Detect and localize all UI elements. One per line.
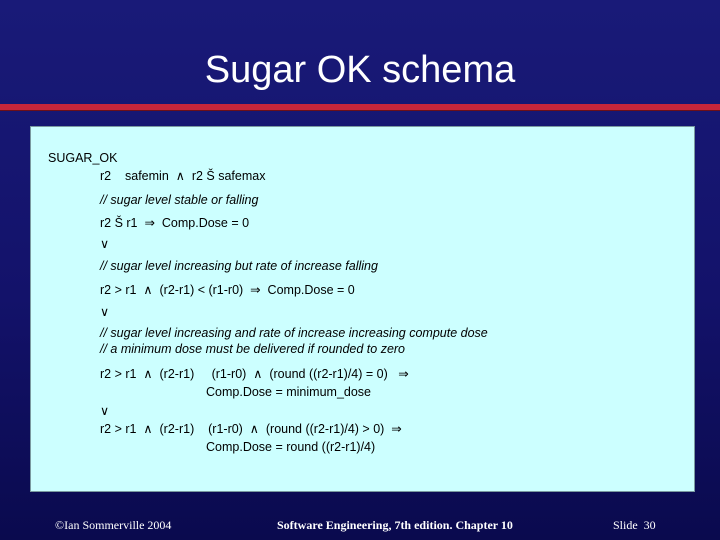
footer-slide-number: Slide 30 xyxy=(613,518,656,532)
schema-or-operator: ∨ xyxy=(100,237,110,251)
slide-title: Sugar OK schema xyxy=(204,49,516,91)
schema-or-operator: ∨ xyxy=(100,305,110,319)
schema-predicate-stable: r2 Š r1 ⇒ Comp.Dose = 0 xyxy=(100,216,250,230)
schema-name: SUGAR_OK xyxy=(48,151,118,165)
schema-result-rounded-dose: Comp.Dose = round ((r2-r1)/4) xyxy=(206,440,376,454)
schema-comment-stable: // sugar level stable or falling xyxy=(100,193,259,207)
schema-predicate-round-positive: r2 > r1 ∧ (r2-r1) (r1-r0) ∧ (round ((r2-r1)/4) > 0) ⇒ xyxy=(100,422,402,436)
schema-comment-increasing-falling: // sugar level increasing but rate of increase falling xyxy=(100,259,378,273)
schema-predicate-round-zero: r2 > r1 ∧ (r2-r1) (r1-r0) ∧ (round ((r2-r1)/4) = 0) ⇒ xyxy=(100,367,409,381)
footer-course-title: Software Engineering, 7th edition. Chapter 10 xyxy=(277,518,513,532)
schema-predicate-increasing-falling: r2 > r1 ∧ (r2-r1) < (r1-r0) ⇒ Comp.Dose = 0 xyxy=(100,283,355,297)
schema-box xyxy=(30,126,695,492)
schema-comment-increasing-increasing: // sugar level increasing and rate of increase increasing compute dose xyxy=(100,326,488,340)
title-divider xyxy=(0,104,720,111)
schema-result-minimum-dose: Comp.Dose = minimum_dose xyxy=(206,385,371,399)
schema-or-operator: ∨ xyxy=(100,404,110,418)
schema-comment-minimum-dose: // a minimum dose must be delivered if rounded to zero xyxy=(100,342,406,356)
footer-copyright: ©Ian Sommerville 2004 xyxy=(55,518,172,532)
schema-predicate-safe-range: r2 safemin ∧ r2 Š safemax xyxy=(100,169,266,183)
